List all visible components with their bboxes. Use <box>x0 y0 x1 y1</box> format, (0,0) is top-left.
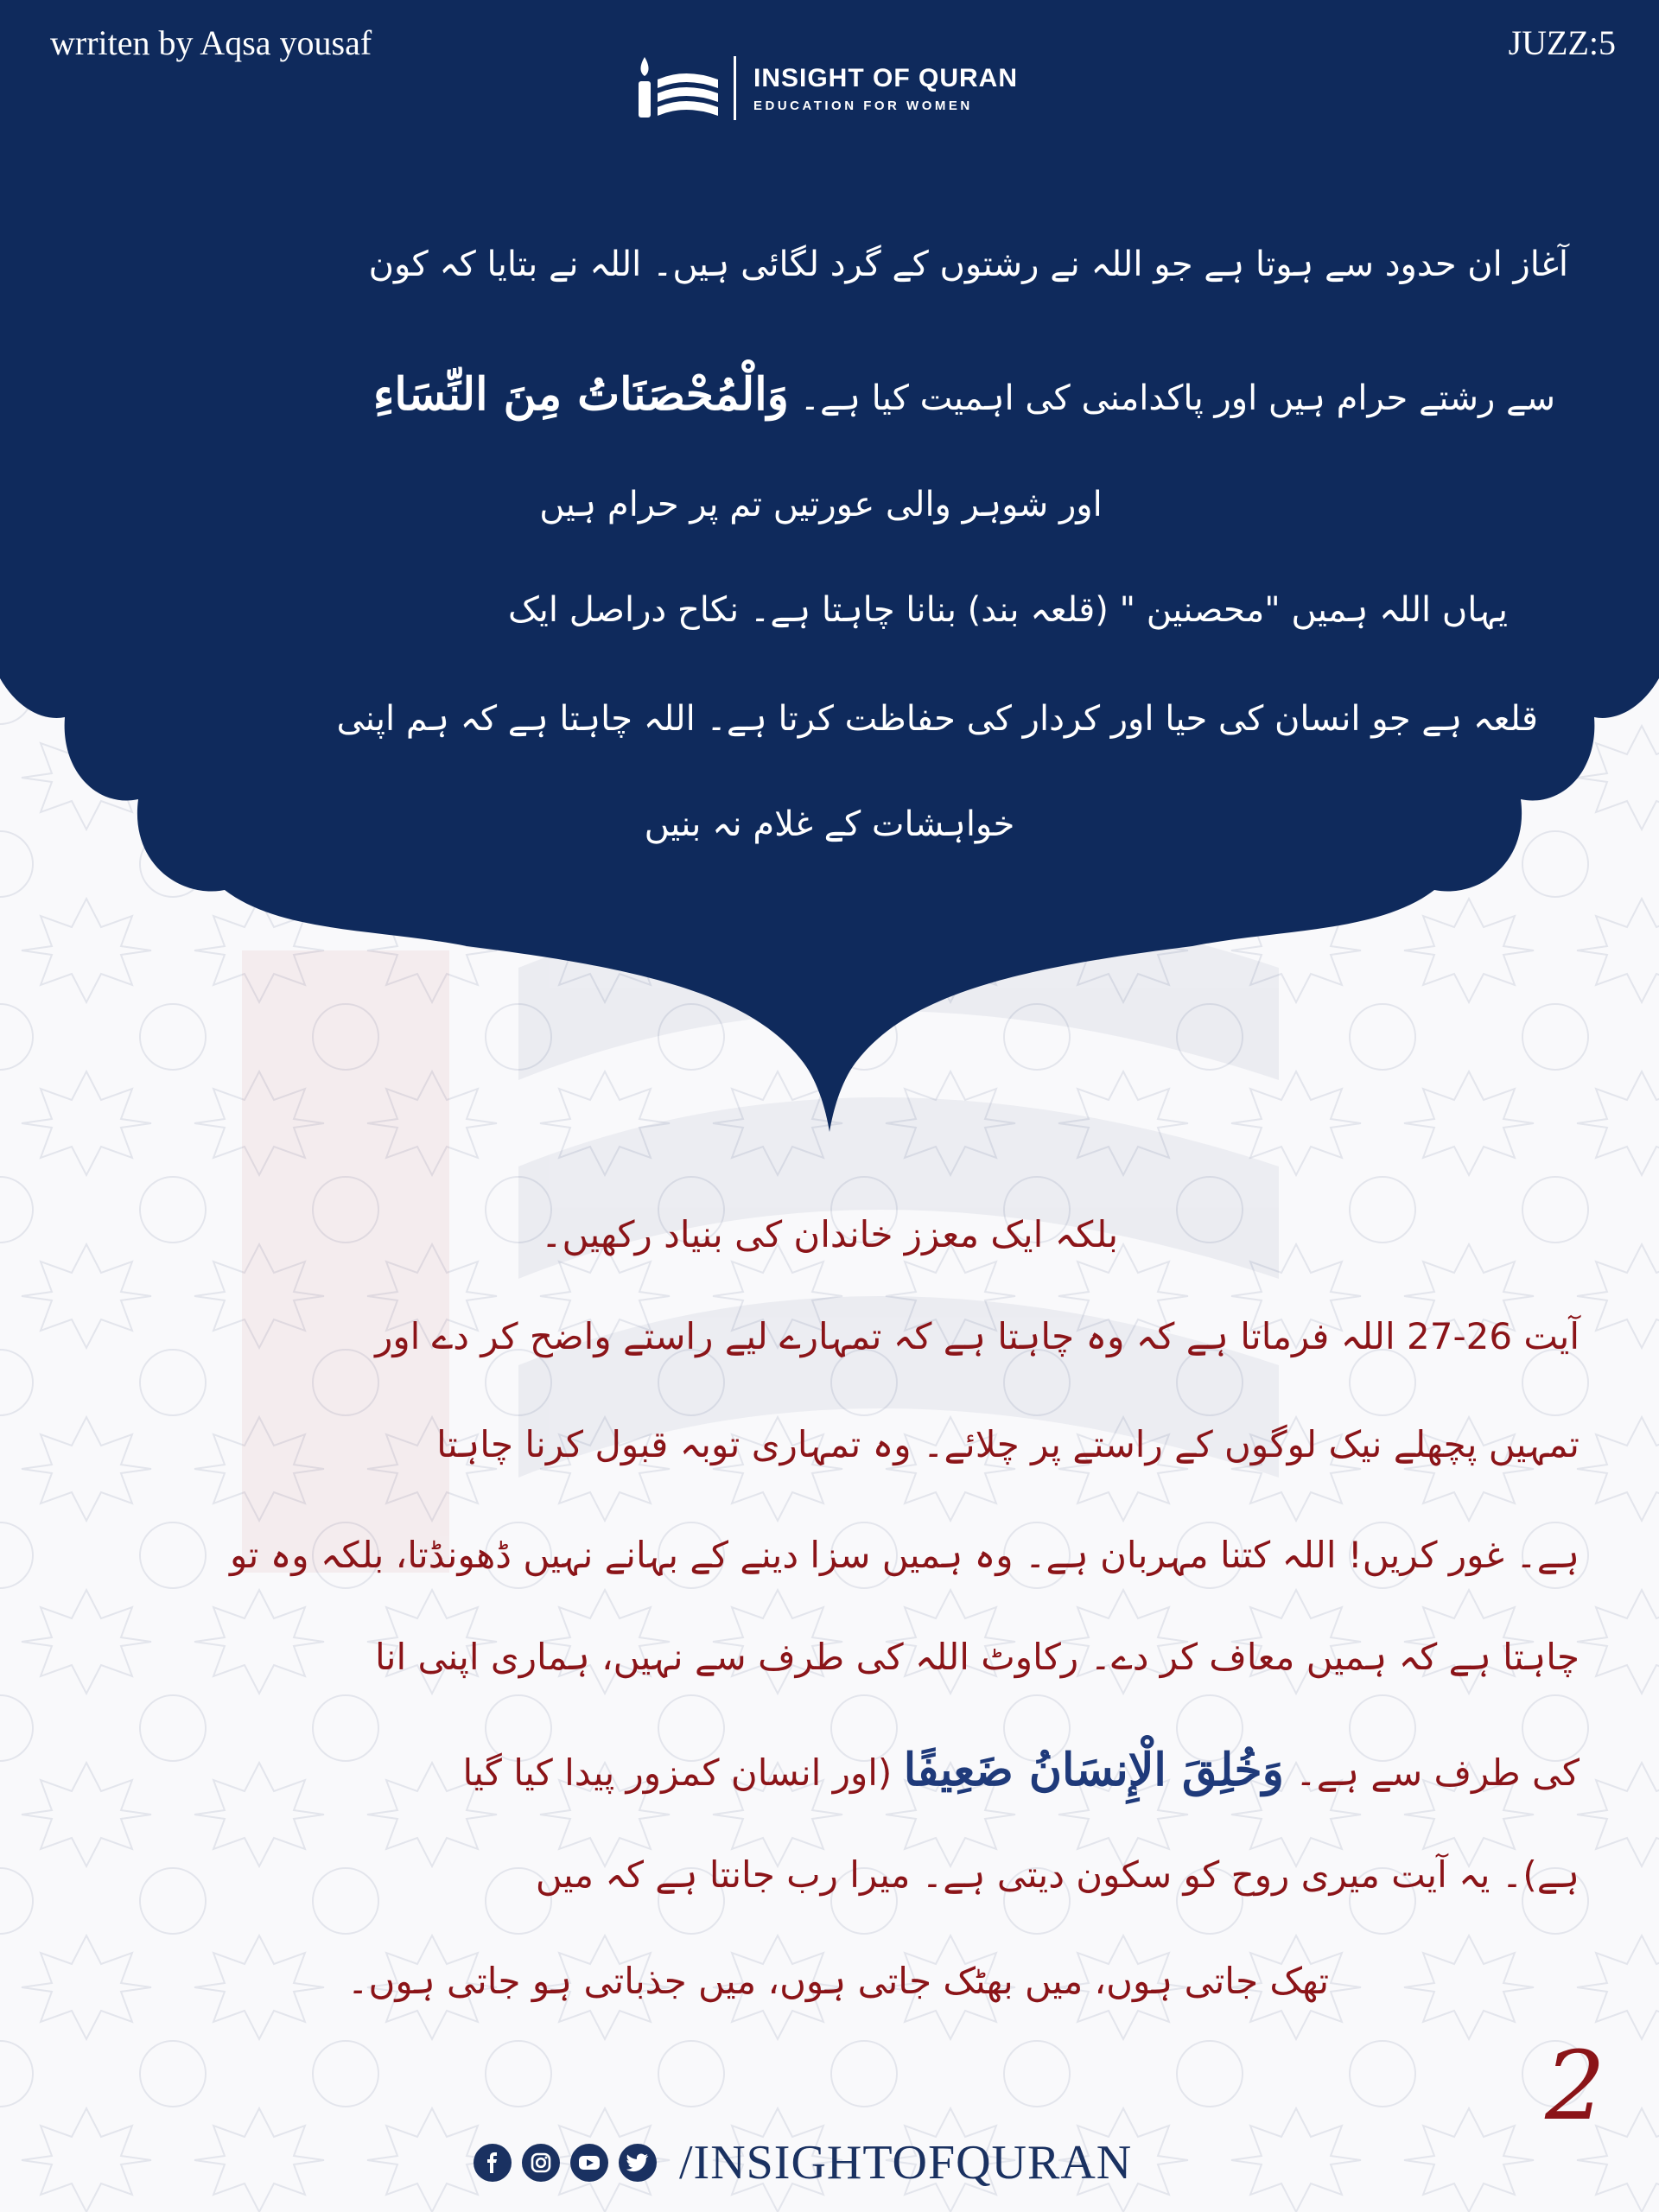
logo-mark-icon <box>635 54 721 123</box>
facebook-icon[interactable] <box>474 2144 512 2182</box>
logo-subtitle: EDUCATION FOR WOMEN <box>753 98 973 113</box>
body-line-6-before: کی طرف سے ہے۔ <box>1295 1751 1580 1794</box>
banner-line-2 <box>121 368 1555 422</box>
body-line-7: ہے)۔ یہ آیت میری روح کو سکون دیتی ہے۔ میرا رب جانتا ہے کہ میں <box>535 1853 1580 1896</box>
banner-line-1: آغاز ان حدود سے ہوتا ہے جو اللہ نے رشتوں کے گرد لگائی ہیں۔ اللہ نے بتایا کہ کون <box>368 245 1568 284</box>
body-line-4: ہے۔ غور کریں! اللہ کتنا مہربان ہے۔ وہ ہمیں سزا دینے کے بہانے نہیں ڈھونڈتا، بلکہ وہ تو <box>229 1534 1580 1576</box>
body-line-1: بلکہ ایک معزز خاندان کی بنیاد رکھیں۔ <box>540 1213 1119 1255</box>
social-footer <box>474 2133 1132 2193</box>
logo-divider <box>734 56 736 120</box>
banner-line-3: اور شوہر والی عورتیں تم پر حرام ہیں <box>539 485 1103 524</box>
body-line-2: آیت 26-27 اللہ فرماتا ہے کہ وہ چاہتا ہے کہ تمہارے لیے راستے واضح کر دے اور <box>375 1315 1580 1357</box>
twitter-icon[interactable] <box>619 2144 657 2182</box>
banner-line-6: خواہشات کے غلام نہ بنیں <box>644 804 1015 844</box>
juzz-label: JUZZ:5 <box>1508 23 1616 62</box>
body-line-8: تھک جاتی ہوں، میں بھٹک جاتی ہوں، میں جذباتی ہو جاتی ہوں۔ <box>346 1960 1330 2002</box>
author-credit: wrriten by Aqsa yousaf <box>50 23 372 62</box>
banner-line-4: یہاں اللہ ہمیں "محصنین " (قلعہ بند) بنانا چاہتا ہے۔ نکاح دراصل ایک <box>507 590 1508 630</box>
brand-logo <box>635 54 1018 123</box>
logo-title: INSIGHT OF QURAN <box>753 63 1018 92</box>
body-line-3: تمہیں پچھلے نیک لوگوں کے راستے پر چلائے۔ وہ تمہاری توبہ قبول کرنا چاہتا <box>436 1423 1580 1465</box>
body-line-6 <box>67 1744 1580 1797</box>
body-line-5: چاہتا ہے کہ ہمیں معاف کر دے۔ رکاوٹ اللہ کی طرف سے نہیں، ہماری اپنی انا <box>375 1636 1580 1678</box>
social-handle[interactable]: /INSIGHTOFQURAN <box>679 2136 1133 2190</box>
youtube-icon[interactable] <box>570 2144 608 2182</box>
banner-line-2-text: سے رشتے حرام ہیں اور پاکدامنی کی اہمیت کیا ہے۔ <box>799 378 1555 418</box>
body-line-6-after: (اور انسان کمزور پیدا کیا گیا <box>462 1751 893 1794</box>
arabic-verse-khuliqa: وَخُلِقَ الْإِنسَانُ ضَعِيفًا <box>903 1744 1284 1796</box>
banner-line-5: قلعہ ہے جو انسان کی حیا اور کردار کی حفاظت کرتا ہے۔ اللہ چاہتا ہے کہ ہم اپنی <box>336 699 1538 739</box>
arabic-verse-al-muhsanat: وَالْمُحْصَنَاتُ مِنَ النِّسَاءِ <box>372 368 789 421</box>
page-number: 2 <box>1545 2031 1605 2141</box>
instagram-icon[interactable] <box>522 2144 560 2182</box>
